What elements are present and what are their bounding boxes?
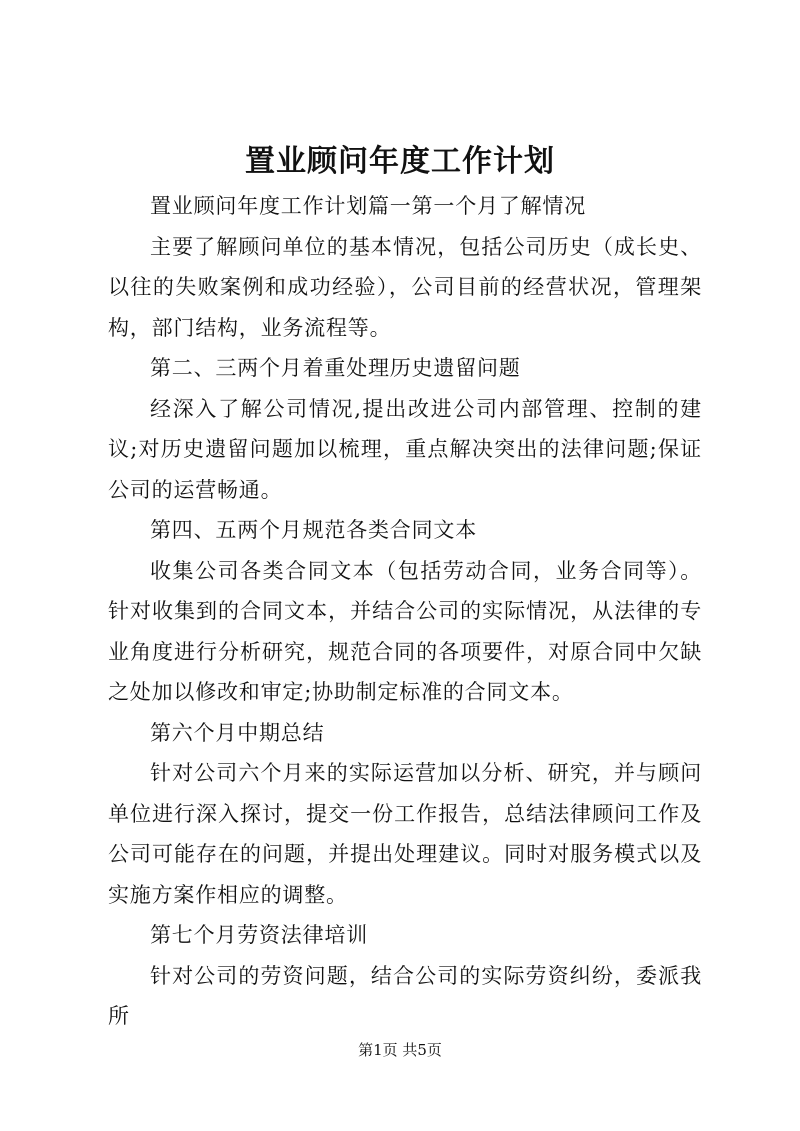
paragraph-3: 第二、三两个月着重处理历史遗留问题 [150, 356, 521, 380]
document-title: 置业顾问年度工作计划 [245, 144, 555, 179]
paragraph-4: 经深入了解公司情况,提出改进公司内部管理、控制的建议;对历史遗留问题加以梳理，重点解决突出的法律问题;保证公司的运营畅通。 [108, 396, 702, 502]
paragraph-5: 第四、五两个月规范各类合同文本 [150, 518, 477, 542]
page-number-footer: 第1页 共5页 [358, 1041, 442, 1059]
paragraph-7: 第六个月中期总结 [150, 720, 325, 745]
paragraph-2: 主要了解顾问单位的基本情况，包括公司历史（成长史、以往的失败案例和成功经验），公司目前的经营状况，管理架构，部门结构，业务流程等。 [108, 234, 702, 340]
paragraph-6: 收集公司各类合同文本（包括劳动合同，业务合同等）。针对收集到的合同文本，并结合公司的实际情况，从法律的专业角度进行分析研究，规范合同的各项要件，对原合同中欠缺之处加以修改和审定;协助制定标准的合同文本。 [108, 558, 702, 704]
paragraph-1: 置业顾问年度工作计划篇一第一个月了解情况 [150, 194, 586, 218]
paragraph-10: 针对公司的劳资问题，结合公司的实际劳资纠纷，委派我所 [108, 963, 702, 1028]
document-body [108, 186, 702, 1037]
paragraph-9: 第七个月劳资法律培训 [150, 923, 368, 947]
paragraph-8: 针对公司六个月来的实际运营加以分析、研究，并与顾问单位进行深入探讨，提交一份工作报告，总结法律顾问工作及公司可能存在的问题，并提出处理建议。同时对服务模式以及实施方案作相应的调整。 [108, 761, 702, 907]
